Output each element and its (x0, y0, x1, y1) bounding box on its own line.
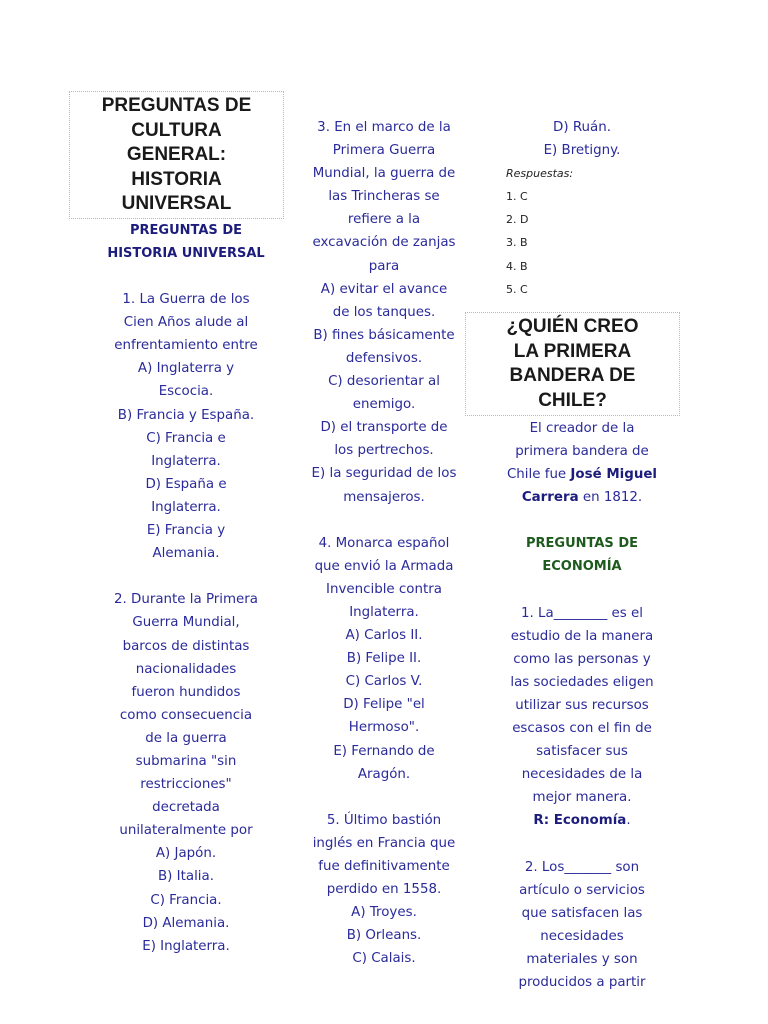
title-line: UNIVERSAL (121, 193, 232, 214)
text-line: C) Calais. (352, 951, 416, 967)
text-line: materiales y son (526, 951, 638, 967)
text-line: defensivos. (345, 350, 423, 366)
text-line: B) Orleans. (346, 928, 422, 944)
answer-prefix: R: (533, 813, 554, 829)
text-line: D) Ruán. (553, 120, 611, 135)
text-line: barcos de distintas (122, 638, 250, 654)
text-line: E) Bretigny. (543, 143, 621, 159)
text-line (70, 265, 302, 288)
answer-item: 3. B (506, 236, 528, 250)
text-line: A) Troyes. (351, 905, 417, 921)
text-line: E) Inglaterra. (142, 938, 230, 954)
text-line: C) Francia. (150, 892, 222, 908)
text-line: B) fines básicamente (313, 327, 455, 343)
text-line: Primera Guerra (332, 143, 436, 159)
text-line: de la guerra (145, 730, 227, 746)
column-2-text (300, 116, 468, 970)
text-line: 5. Último bastión (326, 812, 442, 828)
text-line: Aragón. (357, 766, 411, 782)
section-heading: ECONOMÍA (542, 559, 622, 575)
answers-label: Respuestas: (506, 167, 574, 181)
section-heading: HISTORIA UNIVERSAL (107, 246, 265, 261)
text-line: las Trincheras se (328, 189, 440, 205)
text-line: C) Francia e (146, 430, 226, 446)
text-line: que envió la Armada (314, 558, 454, 574)
text-line: perdido en 1558. (326, 882, 442, 898)
answer-item: 4. B (506, 259, 528, 273)
title-line: GENERAL: (126, 144, 227, 165)
title-box (69, 91, 284, 219)
creator-name: José Miguel (570, 467, 658, 483)
text-line: fueron hundidos (131, 684, 241, 700)
text-line: mejor manera. (532, 790, 632, 806)
title-line: HISTORIA (131, 168, 222, 190)
text-line: Inglaterra. (349, 604, 419, 620)
text-line: Guerra Mundial, (132, 615, 240, 631)
text-line: Hermoso". (348, 720, 420, 736)
text-line: Alemania. (152, 546, 220, 562)
text-line: B) Francia y España. (117, 407, 255, 423)
text-line: restricciones" (140, 777, 232, 793)
text-fragment: . (626, 813, 631, 829)
section-heading: PREGUNTAS DE (525, 536, 638, 552)
text-line (300, 509, 468, 532)
answer-item: 5. C (506, 282, 528, 296)
text-line: enemigo. (352, 397, 416, 413)
text-line: 1. La Guerra de los (122, 292, 250, 308)
text-fragment: Chile fue (506, 467, 571, 483)
title-line: CULTURA (131, 119, 222, 141)
creator-name: Carrera (521, 490, 579, 506)
text-line: satisfacer sus (536, 744, 628, 760)
text-line: submarina "sin (135, 753, 237, 769)
text-line: E) Fernando de (333, 743, 435, 759)
text-line: 4. Monarca español (318, 535, 450, 551)
text-line: 1. La________ es el (521, 605, 643, 621)
section-heading: PREGUNTAS DE (129, 223, 242, 238)
column-1 (70, 219, 302, 958)
column-1-text (70, 265, 302, 958)
text-line: 3. En el marco de la (317, 120, 451, 135)
text-line: Inglaterra. (151, 499, 221, 515)
text-line: Inglaterra. (151, 453, 221, 469)
text-line: 2. Durante la Primera (113, 592, 258, 608)
text-line: El creador de la (529, 421, 635, 436)
text-line: los pertrechos. (334, 443, 434, 459)
text-line: necesidades de la (521, 767, 643, 783)
text-line: A) Carlos II. (345, 628, 423, 644)
answer-item: 1. C (506, 190, 528, 204)
text-line: E) la seguridad de los (311, 466, 457, 482)
text-line: A) evitar el avance (320, 281, 448, 297)
text-line: Invencible contra (326, 581, 442, 597)
text-line: B) Felipe II. (346, 651, 422, 667)
text-line: como consecuencia (119, 707, 253, 723)
text-line: de los tanques. (332, 304, 436, 320)
text-line: Escocia. (158, 384, 214, 400)
text-line: unilateralmente por (119, 823, 253, 839)
text-line: Mundial, la guerra de (312, 166, 456, 182)
text-line: nacionalidades (135, 661, 237, 677)
economy-text-2 (496, 856, 668, 995)
text-line: 2. Los_______ son (524, 859, 640, 875)
box-title-line: CHILE? (538, 389, 607, 411)
text-line: como las personas y (513, 651, 651, 667)
text-line: D) Felipe "el (343, 697, 425, 713)
text-line: mensajeros. (343, 489, 425, 505)
text-fragment: en 1812. (578, 490, 643, 506)
text-line: primera bandera de (515, 444, 649, 460)
text-line (70, 565, 302, 588)
text-line: Cien Años alude al (123, 315, 249, 331)
column-3-lower (496, 417, 668, 994)
text-line: las sociedades eligen (510, 674, 654, 690)
text-line (300, 786, 468, 809)
text-line (496, 486, 668, 509)
column-3 (496, 116, 668, 301)
text-line: B) Italia. (158, 869, 214, 885)
title-line: PREGUNTAS DE (101, 95, 252, 116)
text-line: inglés en Francia que (312, 835, 456, 851)
box-title-line: BANDERA DE (509, 365, 636, 386)
text-line: artículo o servicios (519, 882, 645, 898)
text-line: escasos con el fin de (512, 721, 652, 737)
text-line: fue definitivamente (318, 859, 450, 874)
text-line: D) España e (145, 476, 227, 492)
text-line: C) Carlos V. (345, 674, 423, 690)
text-line: enfrentamiento entre (114, 338, 258, 354)
text-line (496, 809, 668, 832)
text-line: C) desorientar al (328, 374, 440, 390)
text-line: E) Francia y (146, 523, 226, 539)
text-line: estudio de la manera (510, 628, 654, 644)
text-line: necesidades (540, 928, 624, 944)
box-title-line: LA PRIMERA (513, 340, 632, 362)
column-2 (300, 116, 468, 970)
text-line: para (368, 258, 400, 274)
text-line: excavación de zanjas (312, 235, 456, 251)
text-line: que satisfacen las (521, 905, 643, 921)
text-line: D) Alemania. (142, 915, 230, 931)
chile-flag-box (465, 312, 680, 416)
text-line: A) Inglaterra y (137, 361, 235, 377)
text-line: producidos a partir (518, 975, 646, 991)
text-line (496, 463, 668, 486)
text-line: refiere a la (347, 212, 421, 228)
answer-bold: Economía (553, 813, 627, 829)
text-line: D) el transporte de (320, 420, 448, 436)
economy-text (496, 602, 668, 810)
answer-item: 2. D (506, 213, 529, 227)
box-title-line: ¿QUIÉN CREO (506, 316, 639, 337)
text-line: utilizar sus recursos (515, 697, 649, 713)
text-line: A) Japón. (155, 846, 217, 862)
text-line: decretada (152, 800, 220, 816)
